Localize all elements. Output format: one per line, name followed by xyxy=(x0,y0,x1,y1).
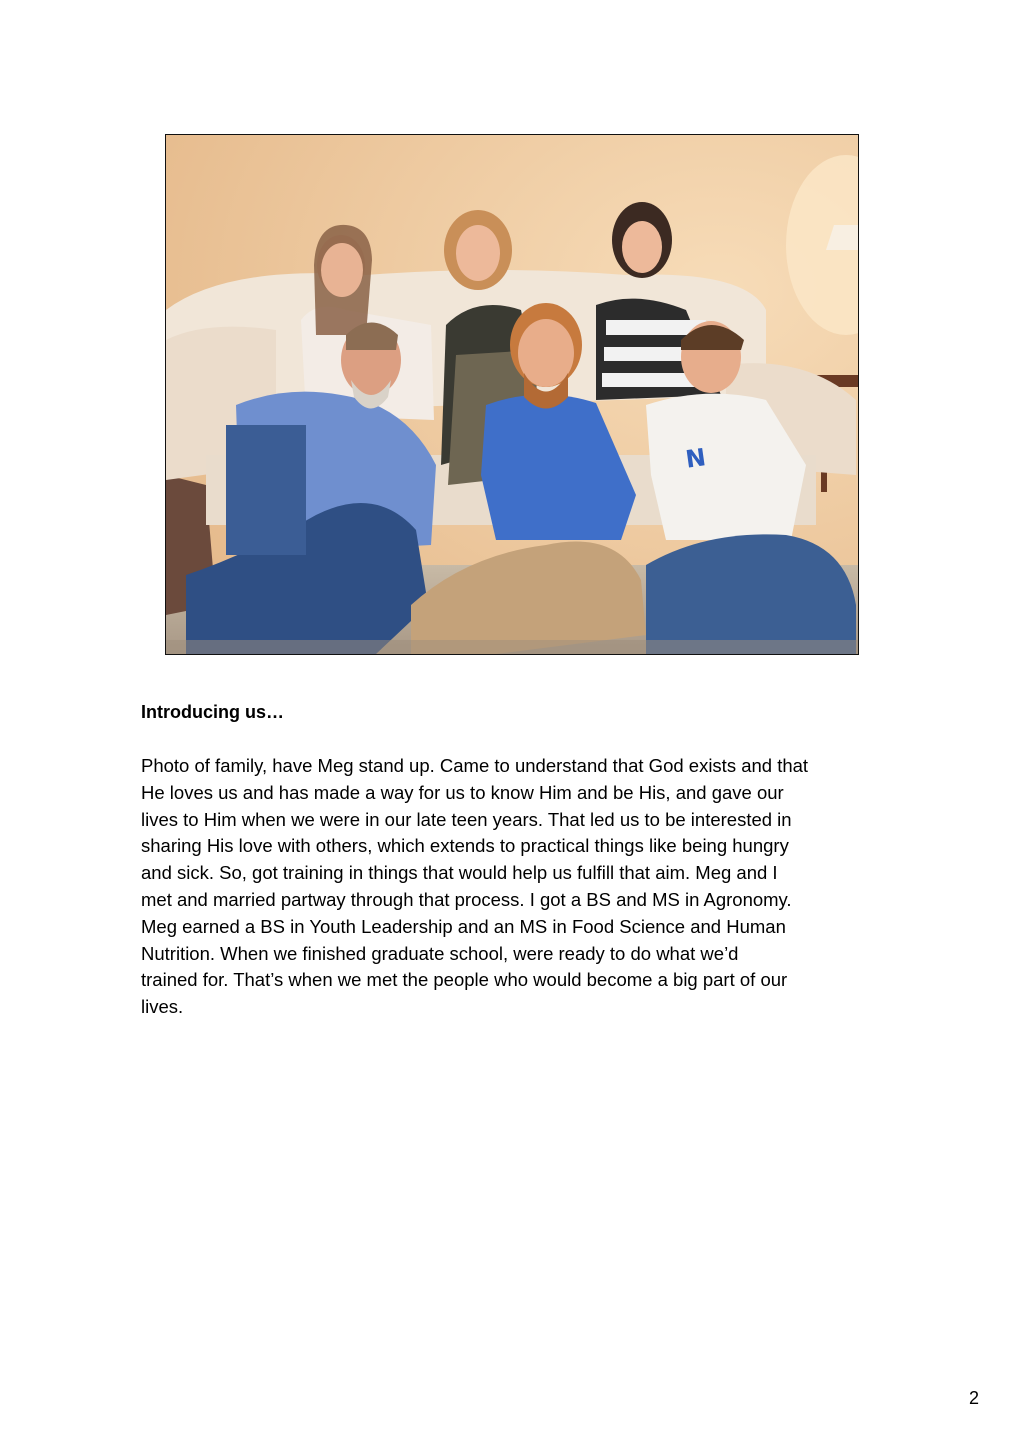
family-photo xyxy=(165,134,859,655)
notes-heading: Introducing us… xyxy=(141,702,284,722)
family-photo-illustration xyxy=(166,135,858,654)
shirt-logo: N xyxy=(683,443,708,474)
speaker-notes xyxy=(141,699,901,1021)
notes-body: Photo of family, have Meg stand up. Came to understand that God exists and that He loves us and has made a way for us to know Him and be His, and gave our lives to Him when we were in our late teen years. That led us to be interested in sharing His love with others, which extends to practical things like being hungry and sick. So, got training in things that would help us fulfill that aim. Meg and I met and married partway through that process. I got a BS and MS in Agronomy. Meg earned a BS in Youth Leadership and an MS in Food Science and Human Nutrition. When we finished graduate school, were ready to do what we’d trained for. That’s when we met the people who would become a big part of our lives. xyxy=(141,755,809,1018)
page-number: 2 xyxy=(968,1388,979,1408)
